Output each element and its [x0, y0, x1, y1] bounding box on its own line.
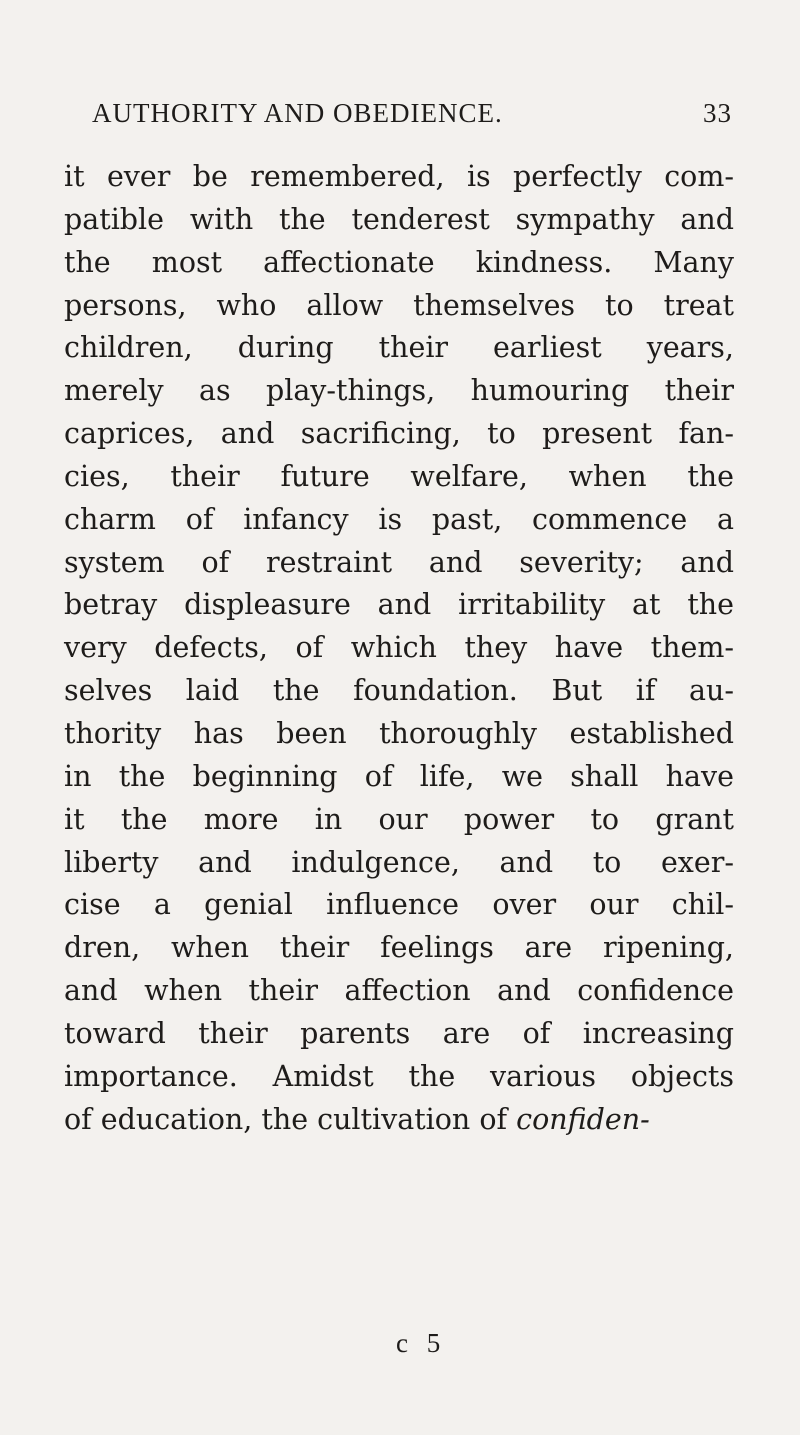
- italic-word: confiden-: [516, 1102, 650, 1136]
- text-line: very defects, of which they have them-: [64, 631, 734, 665]
- text-line: patible with the tenderest sympathy and: [64, 202, 734, 236]
- text-line: it ever be remembered, is perfectly com-: [64, 160, 734, 193]
- text-line: cise a genial influence over our chil-: [64, 888, 734, 922]
- text-line: dren, when their feelings are ripening,: [64, 931, 734, 965]
- text-line: it the more in our power to grant: [64, 802, 734, 836]
- text-line: caprices, and sacrificing, to present fan-: [64, 417, 734, 451]
- text-line: liberty and indulgence, and to exer-: [64, 845, 734, 879]
- text-line: selves laid the foundation. But if au-: [64, 674, 734, 708]
- text-line: children, during their earliest years,: [64, 331, 734, 365]
- body-text: [64, 156, 734, 1141]
- text-line: persons, who allow themselves to treat: [64, 288, 734, 322]
- text-line: importance. Amidst the various objects: [64, 1059, 734, 1093]
- text-line-last: [64, 1099, 734, 1142]
- page-number: 33: [703, 98, 732, 128]
- running-title: AUTHORITY AND OBEDIENCE.: [92, 98, 503, 128]
- text-line: charm of infancy is past, commence a: [64, 502, 734, 536]
- text-line: the most affectionate kindness. Many: [64, 245, 734, 279]
- signature-mark: c 5: [396, 1328, 447, 1358]
- text-line: cies, their future welfare, when the: [64, 459, 734, 493]
- text-line: thority has been thoroughly established: [64, 716, 734, 750]
- text-line: toward their parents are of increasing: [64, 1016, 734, 1050]
- text-line: and when their affection and confidence: [64, 974, 734, 1008]
- text-line: betray displeasure and irritability at the: [64, 588, 734, 622]
- text-line: merely as play-things, humouring their: [64, 374, 734, 408]
- text-line: in the beginning of life, we shall have: [64, 759, 734, 793]
- last-line-text: of education, the cultivation of: [64, 1102, 508, 1136]
- text-line: system of restraint and severity; and: [64, 545, 734, 579]
